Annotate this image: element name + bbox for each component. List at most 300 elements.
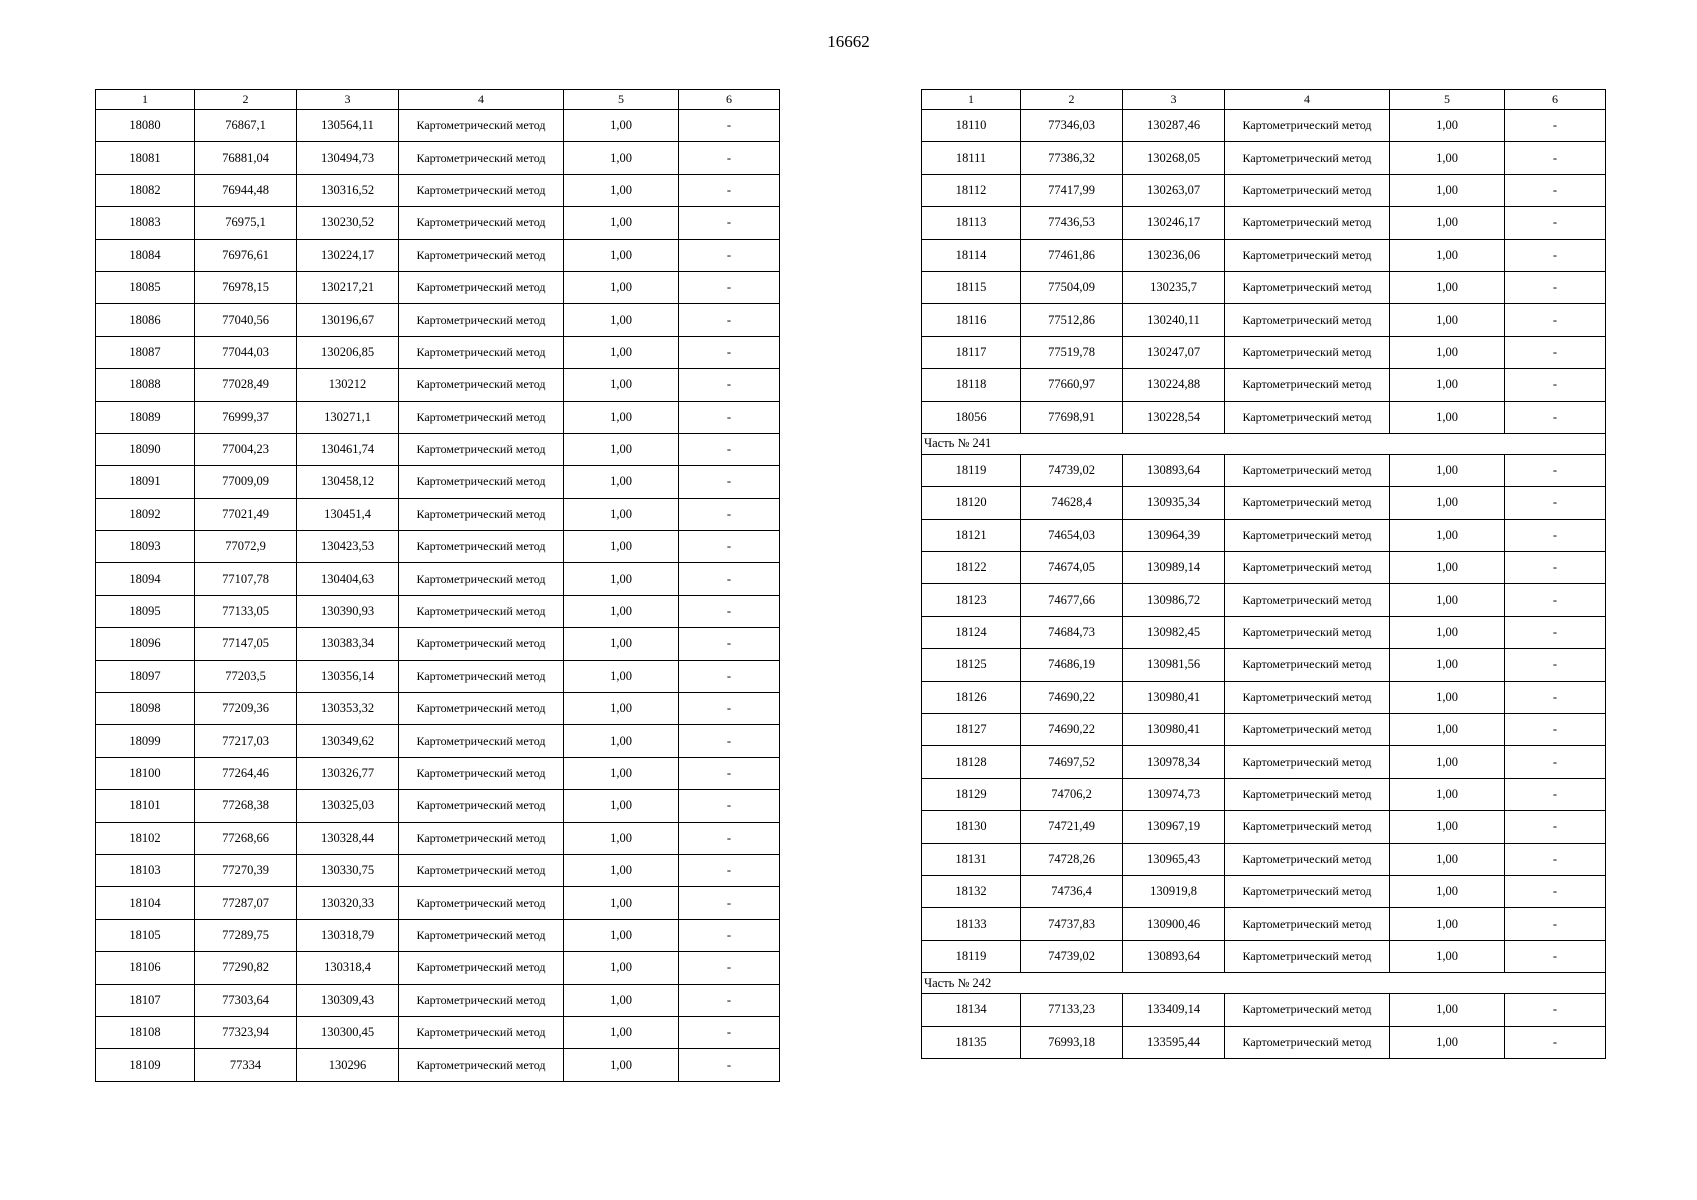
coord-y-cell: 130235,7 xyxy=(1123,271,1225,303)
point-number-cell: 18125 xyxy=(922,649,1021,681)
accuracy-cell: 1,00 xyxy=(564,822,679,854)
accuracy-cell: 1,00 xyxy=(564,336,679,368)
method-cell: Картометрический метод xyxy=(399,466,564,498)
coord-y-cell: 130228,54 xyxy=(1123,401,1225,433)
coord-x-cell: 74737,83 xyxy=(1021,908,1123,940)
extra-cell: - xyxy=(1505,940,1606,972)
method-cell: Картометрический метод xyxy=(399,304,564,336)
coord-y-cell: 130967,19 xyxy=(1123,811,1225,843)
accuracy-cell: 1,00 xyxy=(1390,584,1505,616)
coord-x-cell: 76975,1 xyxy=(195,207,297,239)
table-row xyxy=(96,1016,780,1048)
method-cell: Картометрический метод xyxy=(399,369,564,401)
extra-cell: - xyxy=(1505,519,1606,551)
coord-x-cell: 74690,22 xyxy=(1021,681,1123,713)
method-cell: Картометрический метод xyxy=(399,952,564,984)
table-row xyxy=(96,207,780,239)
method-cell: Картометрический метод xyxy=(1225,778,1390,810)
point-number-cell: 18119 xyxy=(922,454,1021,486)
coord-x-cell: 74674,05 xyxy=(1021,552,1123,584)
accuracy-cell: 1,00 xyxy=(1390,369,1505,401)
accuracy-cell: 1,00 xyxy=(564,304,679,336)
coord-x-cell: 77264,46 xyxy=(195,757,297,789)
extra-cell: - xyxy=(1505,778,1606,810)
point-number-cell: 18119 xyxy=(922,940,1021,972)
extra-cell: - xyxy=(1505,811,1606,843)
method-cell: Картометрический метод xyxy=(399,628,564,660)
method-cell: Картометрический метод xyxy=(1225,369,1390,401)
table-row xyxy=(96,887,780,919)
extra-cell: - xyxy=(1505,271,1606,303)
coord-x-cell: 74739,02 xyxy=(1021,454,1123,486)
accuracy-cell: 1,00 xyxy=(564,207,679,239)
table-row xyxy=(922,304,1606,336)
point-number-cell: 18114 xyxy=(922,239,1021,271)
extra-cell: - xyxy=(1505,1026,1606,1058)
method-cell: Картометрический метод xyxy=(399,401,564,433)
coord-x-cell: 77289,75 xyxy=(195,919,297,951)
accuracy-cell: 1,00 xyxy=(1390,487,1505,519)
coord-x-cell: 77040,56 xyxy=(195,304,297,336)
extra-cell: - xyxy=(1505,994,1606,1026)
extra-cell: - xyxy=(679,660,780,692)
extra-cell: - xyxy=(679,1016,780,1048)
coord-x-cell: 77660,97 xyxy=(1021,369,1123,401)
extra-cell: - xyxy=(1505,110,1606,142)
extra-cell: - xyxy=(1505,875,1606,907)
coord-y-cell: 130356,14 xyxy=(297,660,399,692)
extra-cell: - xyxy=(1505,487,1606,519)
table-row xyxy=(96,142,780,174)
coord-x-cell: 74728,26 xyxy=(1021,843,1123,875)
accuracy-cell: 1,00 xyxy=(564,660,679,692)
extra-cell: - xyxy=(679,757,780,789)
coord-y-cell: 130900,46 xyxy=(1123,908,1225,940)
coord-x-cell: 77323,94 xyxy=(195,1016,297,1048)
coord-y-cell: 130404,63 xyxy=(297,563,399,595)
coord-y-cell: 130893,64 xyxy=(1123,454,1225,486)
accuracy-cell: 1,00 xyxy=(564,887,679,919)
extra-cell: - xyxy=(679,531,780,563)
accuracy-cell: 1,00 xyxy=(564,984,679,1016)
table-row xyxy=(922,584,1606,616)
accuracy-cell: 1,00 xyxy=(564,239,679,271)
column-header: 5 xyxy=(564,90,679,110)
coord-x-cell: 77698,91 xyxy=(1021,401,1123,433)
column-header: 1 xyxy=(922,90,1021,110)
column-header: 6 xyxy=(679,90,780,110)
coord-y-cell: 130318,4 xyxy=(297,952,399,984)
table-row xyxy=(922,369,1606,401)
point-number-cell: 18091 xyxy=(96,466,195,498)
extra-cell: - xyxy=(1505,207,1606,239)
coord-x-cell: 74677,66 xyxy=(1021,584,1123,616)
point-number-cell: 18090 xyxy=(96,433,195,465)
coord-x-cell: 77386,32 xyxy=(1021,142,1123,174)
point-number-cell: 18129 xyxy=(922,778,1021,810)
table-row xyxy=(922,271,1606,303)
coord-y-cell: 130309,43 xyxy=(297,984,399,1016)
coord-y-cell: 130980,41 xyxy=(1123,714,1225,746)
extra-cell: - xyxy=(1505,174,1606,206)
coord-y-cell: 130263,07 xyxy=(1123,174,1225,206)
coord-y-cell: 130494,73 xyxy=(297,142,399,174)
coord-y-cell: 130982,45 xyxy=(1123,616,1225,648)
table-row xyxy=(96,628,780,660)
extra-cell: - xyxy=(1505,649,1606,681)
extra-cell: - xyxy=(679,790,780,822)
coord-y-cell: 130268,05 xyxy=(1123,142,1225,174)
coord-x-cell: 77217,03 xyxy=(195,725,297,757)
coord-y-cell: 130212 xyxy=(297,369,399,401)
method-cell: Картометрический метод xyxy=(399,174,564,206)
table-row xyxy=(96,466,780,498)
method-cell: Картометрический метод xyxy=(1225,875,1390,907)
table-row xyxy=(96,693,780,725)
method-cell: Картометрический метод xyxy=(1225,940,1390,972)
point-number-cell: 18113 xyxy=(922,207,1021,239)
coord-x-cell: 76881,04 xyxy=(195,142,297,174)
accuracy-cell: 1,00 xyxy=(564,401,679,433)
coord-y-cell: 130461,74 xyxy=(297,433,399,465)
method-cell: Картометрический метод xyxy=(1225,454,1390,486)
coord-x-cell: 74706,2 xyxy=(1021,778,1123,810)
coord-y-cell: 130224,88 xyxy=(1123,369,1225,401)
accuracy-cell: 1,00 xyxy=(1390,552,1505,584)
coord-x-cell: 74690,22 xyxy=(1021,714,1123,746)
accuracy-cell: 1,00 xyxy=(564,563,679,595)
method-cell: Картометрический метод xyxy=(1225,207,1390,239)
coord-y-cell: 130986,72 xyxy=(1123,584,1225,616)
coord-x-cell: 77512,86 xyxy=(1021,304,1123,336)
extra-cell: - xyxy=(1505,843,1606,875)
table-header-row xyxy=(96,90,780,110)
point-number-cell: 18082 xyxy=(96,174,195,206)
method-cell: Картометрический метод xyxy=(1225,110,1390,142)
table-row xyxy=(96,336,780,368)
coord-x-cell: 77009,09 xyxy=(195,466,297,498)
accuracy-cell: 1,00 xyxy=(1390,994,1505,1026)
coord-x-cell: 77303,64 xyxy=(195,984,297,1016)
point-number-cell: 18093 xyxy=(96,531,195,563)
table-row xyxy=(96,595,780,627)
accuracy-cell: 1,00 xyxy=(1390,940,1505,972)
point-number-cell: 18107 xyxy=(96,984,195,1016)
method-cell: Картометрический метод xyxy=(1225,584,1390,616)
coord-x-cell: 77072,9 xyxy=(195,531,297,563)
method-cell: Картометрический метод xyxy=(399,595,564,627)
point-number-cell: 18109 xyxy=(96,1049,195,1081)
method-cell: Картометрический метод xyxy=(1225,811,1390,843)
table-row xyxy=(922,487,1606,519)
table-row xyxy=(922,239,1606,271)
accuracy-cell: 1,00 xyxy=(564,790,679,822)
accuracy-cell: 1,00 xyxy=(564,271,679,303)
coord-x-cell: 76978,15 xyxy=(195,271,297,303)
table-row xyxy=(922,994,1606,1026)
accuracy-cell: 1,00 xyxy=(564,919,679,951)
accuracy-cell: 1,00 xyxy=(1390,681,1505,713)
coord-y-cell: 133409,14 xyxy=(1123,994,1225,1026)
accuracy-cell: 1,00 xyxy=(1390,843,1505,875)
column-header: 2 xyxy=(195,90,297,110)
accuracy-cell: 1,00 xyxy=(1390,239,1505,271)
table-row xyxy=(96,563,780,595)
coord-x-cell: 77334 xyxy=(195,1049,297,1081)
point-number-cell: 18092 xyxy=(96,498,195,530)
coord-x-cell: 74654,03 xyxy=(1021,519,1123,551)
table-row xyxy=(922,811,1606,843)
extra-cell: - xyxy=(679,952,780,984)
coord-x-cell: 77287,07 xyxy=(195,887,297,919)
accuracy-cell: 1,00 xyxy=(1390,519,1505,551)
point-number-cell: 18086 xyxy=(96,304,195,336)
extra-cell: - xyxy=(1505,616,1606,648)
accuracy-cell: 1,00 xyxy=(1390,1026,1505,1058)
accuracy-cell: 1,00 xyxy=(1390,207,1505,239)
method-cell: Картометрический метод xyxy=(1225,908,1390,940)
point-number-cell: 18106 xyxy=(96,952,195,984)
accuracy-cell: 1,00 xyxy=(564,693,679,725)
coord-y-cell: 130564,11 xyxy=(297,110,399,142)
point-number-cell: 18098 xyxy=(96,693,195,725)
extra-cell: - xyxy=(679,336,780,368)
method-cell: Картометрический метод xyxy=(1225,746,1390,778)
table-row xyxy=(96,725,780,757)
accuracy-cell: 1,00 xyxy=(564,531,679,563)
coord-x-cell: 76999,37 xyxy=(195,401,297,433)
coord-x-cell: 77147,05 xyxy=(195,628,297,660)
accuracy-cell: 1,00 xyxy=(564,498,679,530)
table-row xyxy=(96,984,780,1016)
accuracy-cell: 1,00 xyxy=(1390,649,1505,681)
method-cell: Картометрический метод xyxy=(1225,552,1390,584)
coord-y-cell: 130206,85 xyxy=(297,336,399,368)
coord-x-cell: 76993,18 xyxy=(1021,1026,1123,1058)
table-body-right xyxy=(922,110,1606,1059)
coord-y-cell: 130296 xyxy=(297,1049,399,1081)
coord-y-cell: 130458,12 xyxy=(297,466,399,498)
point-number-cell: 18096 xyxy=(96,628,195,660)
coord-x-cell: 77417,99 xyxy=(1021,174,1123,206)
coord-y-cell: 130246,17 xyxy=(1123,207,1225,239)
coord-x-cell: 74684,73 xyxy=(1021,616,1123,648)
method-cell: Картометрический метод xyxy=(399,725,564,757)
coord-y-cell: 133595,44 xyxy=(1123,1026,1225,1058)
method-cell: Картометрический метод xyxy=(399,563,564,595)
accuracy-cell: 1,00 xyxy=(1390,746,1505,778)
coord-y-cell: 130383,34 xyxy=(297,628,399,660)
point-number-cell: 18121 xyxy=(922,519,1021,551)
coord-x-cell: 74697,52 xyxy=(1021,746,1123,778)
table-row xyxy=(922,401,1606,433)
table-row xyxy=(922,875,1606,907)
method-cell: Картометрический метод xyxy=(399,1049,564,1081)
coord-x-cell: 77028,49 xyxy=(195,369,297,401)
coord-x-cell: 77004,23 xyxy=(195,433,297,465)
coord-y-cell: 130217,21 xyxy=(297,271,399,303)
method-cell: Картометрический метод xyxy=(399,854,564,886)
table-row xyxy=(922,142,1606,174)
coord-y-cell: 130935,34 xyxy=(1123,487,1225,519)
section-title: Часть № 241 xyxy=(922,433,1606,454)
accuracy-cell: 1,00 xyxy=(564,854,679,886)
table-row xyxy=(922,746,1606,778)
coord-y-cell: 130893,64 xyxy=(1123,940,1225,972)
column-header: 3 xyxy=(297,90,399,110)
table-row xyxy=(922,649,1606,681)
table-row xyxy=(922,681,1606,713)
extra-cell: - xyxy=(1505,552,1606,584)
accuracy-cell: 1,00 xyxy=(1390,271,1505,303)
table-row xyxy=(96,531,780,563)
method-cell: Картометрический метод xyxy=(1225,487,1390,519)
extra-cell: - xyxy=(679,401,780,433)
coord-y-cell: 130328,44 xyxy=(297,822,399,854)
point-number-cell: 18056 xyxy=(922,401,1021,433)
method-cell: Картометрический метод xyxy=(1225,843,1390,875)
extra-cell: - xyxy=(1505,142,1606,174)
accuracy-cell: 1,00 xyxy=(1390,304,1505,336)
extra-cell: - xyxy=(1505,454,1606,486)
extra-cell: - xyxy=(679,369,780,401)
coord-y-cell: 130981,56 xyxy=(1123,649,1225,681)
point-number-cell: 18133 xyxy=(922,908,1021,940)
point-number-cell: 18122 xyxy=(922,552,1021,584)
table-row xyxy=(96,822,780,854)
extra-cell: - xyxy=(679,304,780,336)
extra-cell: - xyxy=(679,110,780,142)
method-cell: Картометрический метод xyxy=(399,271,564,303)
accuracy-cell: 1,00 xyxy=(1390,714,1505,746)
extra-cell: - xyxy=(679,628,780,660)
coord-y-cell: 130320,33 xyxy=(297,887,399,919)
extra-cell: - xyxy=(679,1049,780,1081)
table-row xyxy=(96,1049,780,1081)
coord-y-cell: 130240,11 xyxy=(1123,304,1225,336)
coord-x-cell: 77268,38 xyxy=(195,790,297,822)
accuracy-cell: 1,00 xyxy=(1390,454,1505,486)
table-row xyxy=(96,433,780,465)
extra-cell: - xyxy=(679,822,780,854)
coord-y-cell: 130326,77 xyxy=(297,757,399,789)
coord-y-cell: 130224,17 xyxy=(297,239,399,271)
table-row xyxy=(922,207,1606,239)
accuracy-cell: 1,00 xyxy=(1390,811,1505,843)
table-row xyxy=(96,369,780,401)
table-row xyxy=(922,940,1606,972)
accuracy-cell: 1,00 xyxy=(564,1016,679,1048)
extra-cell: - xyxy=(1505,336,1606,368)
point-number-cell: 18104 xyxy=(96,887,195,919)
coord-y-cell: 130196,67 xyxy=(297,304,399,336)
method-cell: Картометрический метод xyxy=(1225,994,1390,1026)
method-cell: Картометрический метод xyxy=(399,110,564,142)
column-header: 4 xyxy=(1225,90,1390,110)
point-number-cell: 18116 xyxy=(922,304,1021,336)
coord-y-cell: 130325,03 xyxy=(297,790,399,822)
extra-cell: - xyxy=(679,919,780,951)
method-cell: Картометрический метод xyxy=(399,498,564,530)
column-header: 1 xyxy=(96,90,195,110)
table-row xyxy=(96,854,780,886)
extra-cell: - xyxy=(1505,369,1606,401)
accuracy-cell: 1,00 xyxy=(564,142,679,174)
extra-cell: - xyxy=(679,693,780,725)
coord-y-cell: 130919,8 xyxy=(1123,875,1225,907)
method-cell: Картометрический метод xyxy=(1225,336,1390,368)
table-row xyxy=(922,519,1606,551)
extra-cell: - xyxy=(1505,401,1606,433)
coord-x-cell: 76976,61 xyxy=(195,239,297,271)
extra-cell: - xyxy=(679,854,780,886)
coord-x-cell: 77270,39 xyxy=(195,854,297,886)
point-number-cell: 18126 xyxy=(922,681,1021,713)
accuracy-cell: 1,00 xyxy=(564,433,679,465)
point-number-cell: 18135 xyxy=(922,1026,1021,1058)
extra-cell: - xyxy=(679,239,780,271)
point-number-cell: 18112 xyxy=(922,174,1021,206)
point-number-cell: 18110 xyxy=(922,110,1021,142)
accuracy-cell: 1,00 xyxy=(1390,174,1505,206)
accuracy-cell: 1,00 xyxy=(564,952,679,984)
coord-x-cell: 77461,86 xyxy=(1021,239,1123,271)
accuracy-cell: 1,00 xyxy=(564,595,679,627)
table-row xyxy=(96,660,780,692)
coord-x-cell: 76867,1 xyxy=(195,110,297,142)
extra-cell: - xyxy=(1505,908,1606,940)
table-row xyxy=(96,110,780,142)
point-number-cell: 18131 xyxy=(922,843,1021,875)
table-row xyxy=(922,174,1606,206)
table-row xyxy=(96,239,780,271)
table-body-left xyxy=(96,110,780,1082)
column-header: 2 xyxy=(1021,90,1123,110)
column-header: 6 xyxy=(1505,90,1606,110)
coord-y-cell: 130316,52 xyxy=(297,174,399,206)
point-number-cell: 18084 xyxy=(96,239,195,271)
coord-y-cell: 130318,79 xyxy=(297,919,399,951)
column-header: 5 xyxy=(1390,90,1505,110)
method-cell: Картометрический метод xyxy=(399,207,564,239)
method-cell: Картометрический метод xyxy=(399,822,564,854)
method-cell: Картометрический метод xyxy=(399,1016,564,1048)
extra-cell: - xyxy=(1505,304,1606,336)
coord-x-cell: 77021,49 xyxy=(195,498,297,530)
coord-x-cell: 77268,66 xyxy=(195,822,297,854)
accuracy-cell: 1,00 xyxy=(1390,110,1505,142)
point-number-cell: 18111 xyxy=(922,142,1021,174)
coord-y-cell: 130390,93 xyxy=(297,595,399,627)
coord-y-cell: 130989,14 xyxy=(1123,552,1225,584)
method-cell: Картометрический метод xyxy=(1225,174,1390,206)
accuracy-cell: 1,00 xyxy=(564,174,679,206)
point-number-cell: 18095 xyxy=(96,595,195,627)
method-cell: Картометрический метод xyxy=(1225,304,1390,336)
coord-y-cell: 130300,45 xyxy=(297,1016,399,1048)
method-cell: Картометрический метод xyxy=(1225,1026,1390,1058)
method-cell: Картометрический метод xyxy=(1225,401,1390,433)
method-cell: Картометрический метод xyxy=(399,757,564,789)
coord-y-cell: 130451,4 xyxy=(297,498,399,530)
coord-y-cell: 130980,41 xyxy=(1123,681,1225,713)
point-number-cell: 18083 xyxy=(96,207,195,239)
coordinates-table-left xyxy=(95,89,780,1082)
table-row xyxy=(96,498,780,530)
coord-x-cell: 77504,09 xyxy=(1021,271,1123,303)
extra-cell: - xyxy=(1505,681,1606,713)
coord-x-cell: 77209,36 xyxy=(195,693,297,725)
